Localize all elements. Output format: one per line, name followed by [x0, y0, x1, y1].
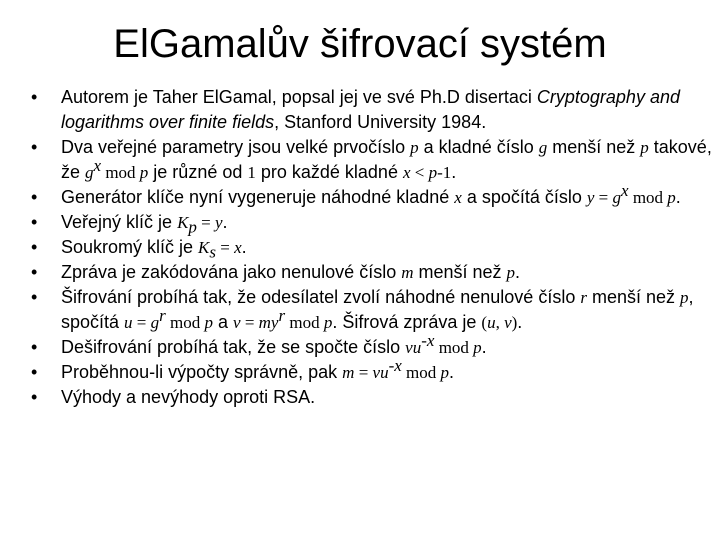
slide-title: ElGamalův šifrovací systém	[113, 22, 607, 66]
bullet-message-encoding: • Zpráva je zakódována jako nenulové číslo m menší než p.	[28, 260, 718, 285]
bullet-public-key: • Veřejný klíč je $K_p = y$.	[28, 210, 718, 235]
bullet-encryption: • Šifrování probíhá tak, že odesílatel zvolí náhodné nenulové číslo r menší než p, spočítá $u = g^r$ mod p a $v = my^r$ mod p. Šifrová zpráva je (u, v).	[28, 285, 718, 335]
bullet-private-key: • Soukromý klíč je $K_s = x$.	[28, 235, 718, 260]
bullet-author: • Autorem je Taher ElGamal, popsal jej ve své Ph.D disertaci Cryptography and logarithms over finite fields, Stanford University 1984.	[28, 85, 718, 135]
bullet-key-generator: • Generátor klíče nyní vygeneruje náhodné kladné x a spočítá číslo $y = g^x$ mod p.	[28, 185, 718, 210]
bullet-list	[28, 85, 718, 410]
bullet-decryption: • Dešifrování probíhá tak, že se spočte číslo $vu^{-x}$ mod p.	[28, 335, 718, 360]
bullet-correctness: • Proběhnou-li výpočty správně, pak $m = vu^{-x}$ mod p.	[28, 360, 718, 385]
bullet-public-parameters: • Dva veřejné parametry jsou velké prvočíslo p a kladné číslo g menší než p takové, že $g^x$ mod p je různé od 1 pro každé kladné x < p-1.	[28, 135, 718, 185]
bullet-comparison-rsa: • Výhody a nevýhody oproti RSA.	[28, 385, 718, 410]
